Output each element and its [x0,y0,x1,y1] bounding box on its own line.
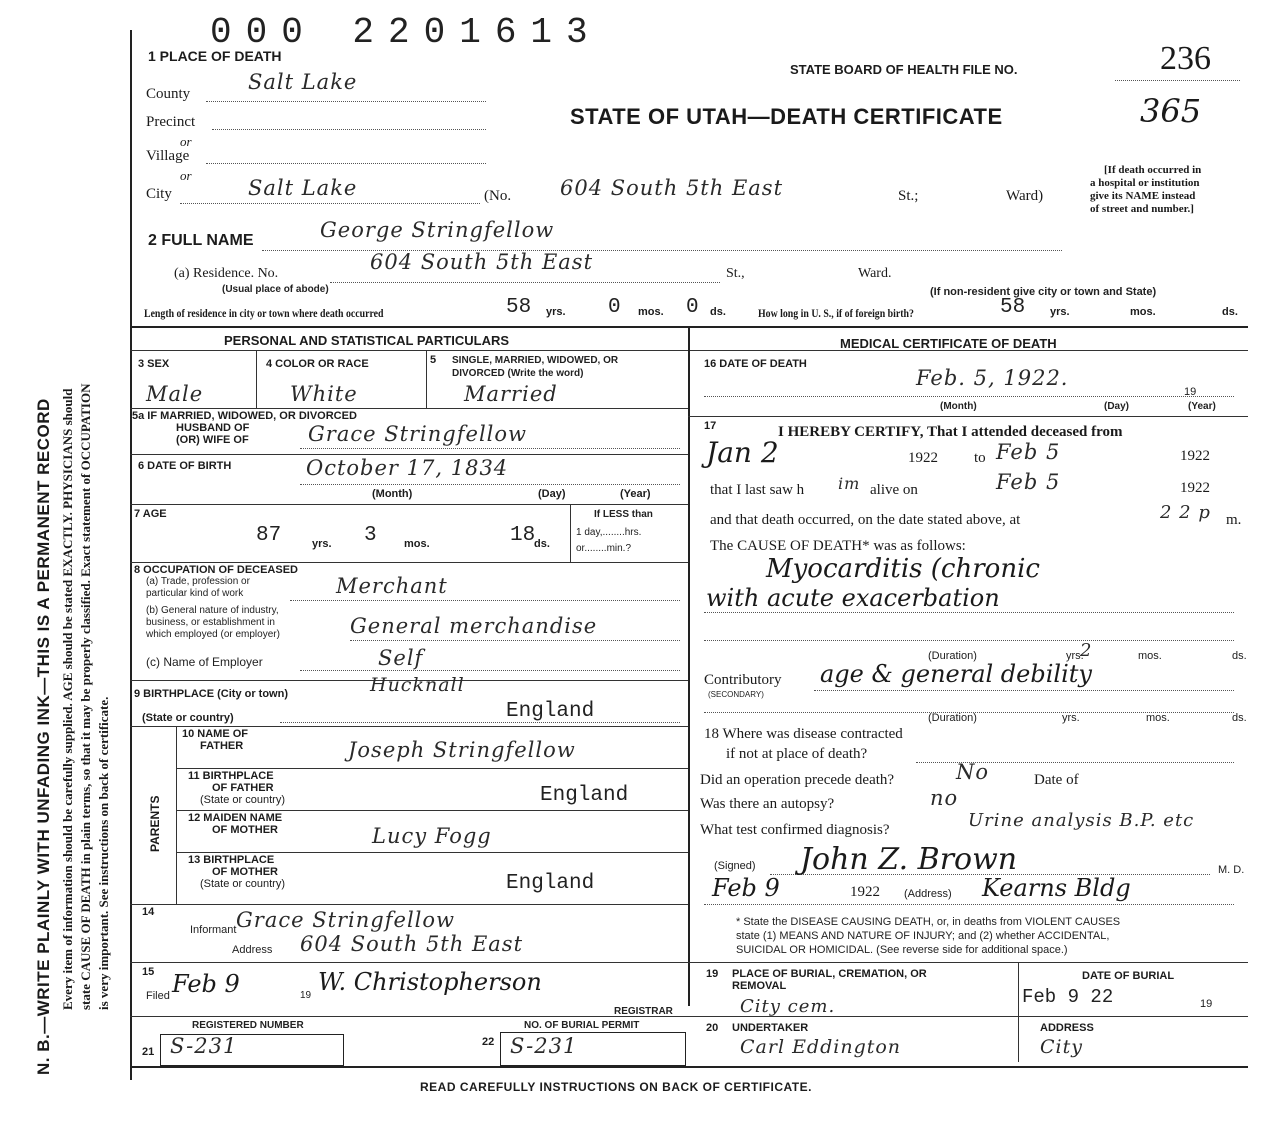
certify-from: Jan 2 [706,436,779,469]
parents-side-label: PARENTS [148,795,162,852]
serial-number: 000 2201613 [210,12,602,53]
birthplace-city: Hucknall [370,674,465,696]
father-label-1: 10 NAME OF [182,728,249,740]
date-of-label: Date of [1034,772,1079,788]
marital-label-2: DIVORCED (Write the word) [452,368,584,379]
residence-value: 604 South 5th East [370,250,594,274]
margin-instructions-2: state CAUSE OF DEATH in plain terms, so that it may be properly classified. Exact statement of OCCUPATION [78,383,93,1010]
duration2-mos-label: mos. [1146,712,1170,724]
address-label: (Address) [904,888,952,900]
death-year-suffix: 19 [1184,386,1197,398]
marital-value: Married [464,382,558,406]
father-name: Joseph Stringfellow [348,738,576,762]
age-mos-label: mos. [404,538,430,550]
residence-ward-label: Ward. [858,266,892,281]
death-year-label: (Year) [1188,401,1216,412]
undertaker-value: Carl Eddington [740,1036,902,1058]
age-ds-label: ds. [534,538,550,550]
informant-num: 14 [142,906,155,918]
foreign-ds-label: ds. [1222,306,1238,318]
birthplace-state-label: (State or country) [142,712,234,724]
occupation-c-value: Self [378,646,424,670]
birthplace-country: England [506,700,595,723]
certify-line-2b: alive on [870,482,918,498]
length-mos: 0 [608,296,621,319]
spouse-label-1: 5a IF MARRIED, WIDOWED, OR DIVORCED [132,410,357,422]
foreign-yrs-label: yrs. [1050,306,1070,318]
foreign-mos-label: mos. [1130,306,1156,318]
duration-ds-label: ds. [1232,650,1247,662]
sex-value: Male [146,382,204,406]
footnote-1: * State the DISEASE CAUSING DEATH, or, in deaths from VIOLENT CAUSES [736,916,1121,928]
contributory-label: Contributory [704,672,782,688]
undertaker-num: 20 [706,1022,719,1034]
dob-month-label: (Month) [372,488,413,500]
filed-date: Feb 9 [172,970,240,998]
city-value: Salt Lake [248,176,358,200]
informant-address-label: Address [232,944,273,956]
mother-name: Lucy Fogg [372,824,492,848]
test-label: What test confirmed diagnosis? [700,822,890,838]
physician-address: Kearns Bldg [982,874,1131,902]
or-1: or [180,134,192,149]
burial-num: 19 [706,968,719,980]
length-mos-label: mos. [638,306,664,318]
file-no: 236 [1160,40,1211,77]
father-birthplace: England [540,784,629,807]
age-days: 18 [510,524,536,547]
certify-from-year: 1922 [908,450,938,466]
occupation-b-value: General merchandise [350,614,598,638]
county-label: County [146,86,191,102]
burial-label-2: REMOVAL [732,980,787,992]
cause-2: with acute exacerbation [706,584,1000,612]
certify-to-label: to [974,450,986,466]
burial-date-label: DATE OF BURIAL [1082,970,1175,982]
spouse-label-2: HUSBAND OF [176,422,250,434]
duration-yrs-label: yrs. [1066,650,1084,662]
foreign-yrs: 58 [1000,296,1026,319]
mbirth-label-1: 13 BIRTHPLACE [188,854,275,866]
dob-label: 6 DATE OF BIRTH [138,460,232,472]
operation-label: Did an operation precede death? [700,772,895,788]
test-value: Urine analysis B.P. etc [968,810,1195,831]
margin-warning: N. B.—WRITE PLAINLY WITH UNFADING INK—THIS IS A PERMANENT RECORD [34,398,53,1075]
cause-label: The CAUSE OF DEATH* was as follows: [710,538,966,554]
registered-num: 21 [142,1046,155,1058]
length-yrs: 58 [506,296,532,319]
race-label: 4 COLOR OR RACE [266,358,369,370]
precinct-label: Precinct [146,114,196,130]
certify-last-year: 1922 [1180,480,1210,496]
duration-label: (Duration) [928,650,977,662]
contracted-label-2: if not at place of death? [726,746,868,762]
sign-year: 1922 [850,884,880,900]
undertaker-address: City [1040,1036,1083,1058]
age-yrs-label: yrs. [312,538,332,550]
footnote-2: state (1) MEANS AND NATURE OF INJURY; and (2) whether ACCIDENTAL, [736,930,1110,942]
hospital-note-2: a hospital or institution [1090,177,1200,189]
file-no-label: STATE BOARD OF HEALTH FILE NO. [790,62,1018,77]
mother-birthplace: England [506,872,595,895]
occupation-a-label-2: particular kind of work [146,588,244,599]
footer-instructions: READ CAREFULLY INSTRUCTIONS ON BACK OF CERTIFICATE. [420,1080,812,1094]
occupation-a-value: Merchant [336,574,448,598]
birthplace-label: 9 BIRTHPLACE (City or town) [134,688,288,700]
burial-year-suffix: 19 [1200,998,1213,1010]
md-label: M. D. [1218,864,1245,876]
race-value: White [290,382,358,406]
footnote-3: SUICIDAL OR HOMICIDAL. (See reverse side for additional space.) [736,944,1068,956]
duration-mos-label: mos. [1138,650,1162,662]
undertaker-label: UNDERTAKER [732,1022,809,1034]
death-day-label: (Day) [1104,401,1130,412]
age-months: 3 [364,524,377,547]
death-date-label: 16 DATE OF DEATH [704,358,807,370]
city-label: City [146,186,172,202]
medical-header: MEDICAL CERTIFICATE OF DEATH [840,336,1057,351]
hospital-note-1: [If death occurred in [1104,164,1202,176]
death-month-label: (Month) [940,401,977,412]
certificate-number: 365 [1140,92,1202,130]
certify-num: 17 [704,420,717,432]
age-less-1: If LESS than [594,509,653,520]
county-value: Salt Lake [248,70,358,94]
spouse-label-3: (OR) WIFE OF [176,434,249,446]
duration2-ds-label: ds. [1232,712,1247,724]
st-label: St.; [898,188,919,204]
registrar-name: W. Christopherson [318,968,542,996]
duration-yrs: 2 [1080,640,1093,661]
age-less-2: 1 day,........hrs. [576,527,642,538]
mbirth-label-2: OF MOTHER [212,866,278,878]
mother-label-1: 12 MAIDEN NAME [188,812,283,824]
informant-name: Grace Stringfellow [236,908,455,932]
certificate-title: STATE OF UTAH—DEATH CERTIFICATE [570,104,1003,129]
spouse-value: Grace Stringfellow [308,422,527,446]
hospital-note-4: of street and number.] [1090,203,1194,215]
fbirth-label-1: 11 BIRTHPLACE [188,770,274,782]
residence-label: (a) Residence. No. [174,266,279,281]
margin-instructions-3: is very important. See instructions on back of certificate. [96,696,111,1010]
occupation-label: 8 OCCUPATION OF DECEASED [134,564,298,576]
contributory-value: age & general debility [820,660,1092,688]
village-label: Village [146,148,190,164]
residence-st-label: St., [726,266,745,281]
burial-label-1: PLACE OF BURIAL, CREMATION, OR [732,968,927,980]
burial-place: City cem. [740,996,836,1017]
sign-date: Feb 9 [712,874,780,902]
margin-instructions-1: Every item of information should be carefully supplied. AGE should be stated EXACTLY. PHYSICIANS should [60,388,75,1010]
filed-num: 15 [142,966,155,978]
undertaker-address-label: ADDRESS [1040,1022,1094,1034]
personal-header: PERSONAL AND STATISTICAL PARTICULARS [224,333,510,348]
duration2-yrs-label: yrs. [1062,712,1080,724]
usual-abode-label: (Usual place of abode) [222,284,329,295]
mother-label-2: OF MOTHER [212,824,278,836]
age-years: 87 [256,524,282,547]
certify-to-year: 1922 [1180,448,1210,464]
length-residence-label: Length of residence in city or town where death occurred [144,306,384,320]
signed-label: (Signed) [714,860,756,872]
full-name-value: George Stringfellow [320,218,555,242]
full-name-label: 2 FULL NAME [148,232,254,249]
certify-time: 2 2 p [1160,502,1211,523]
foreign-label: How long in U. S., if of foreign birth? [758,306,914,320]
occupation-b-label-1: (b) General nature of industry, [146,605,279,616]
occupation-b-label-2: business, or establishment in [146,617,275,628]
burial-permit-label: NO. OF BURIAL PERMIT [524,1020,640,1031]
filed-year-prefix: 19 [300,990,312,1001]
or-2: or [180,168,192,183]
contracted-label-1: 18 Where was disease contracted [704,726,903,742]
duration2-label: (Duration) [928,712,977,724]
registrar-label: REGISTRAR [614,1006,673,1017]
hospital-note-3: give its NAME instead [1090,190,1196,202]
autopsy-value: no [930,786,959,810]
occupation-c-label: (c) Name of Employer [146,655,263,669]
autopsy-label: Was there an autopsy? [700,796,835,812]
certify-saw-him: im [838,474,861,493]
father-label-2: FATHER [200,740,244,752]
length-ds-label: ds. [710,306,726,318]
certify-line-3: and that death occurred, on the date stated above, at [710,512,1021,528]
no-label: (No. [484,188,512,204]
marital-num: 5 [430,354,437,366]
burial-date: Feb 9 22 [1022,986,1114,1008]
cause-1: Myocarditis (chronic [766,554,1040,584]
mbirth-label-3: (State or country) [200,878,285,890]
age-less-3: or........min.? [576,543,632,554]
dob-value: October 17, 1834 [306,456,509,480]
fbirth-label-2: OF FATHER [212,782,274,794]
sex-label: 3 SEX [138,358,170,370]
street-value: 604 South 5th East [560,176,784,200]
death-date-value: Feb. 5, 1922. [916,366,1069,390]
certify-line-2: that I last saw h [710,482,805,498]
dob-day-label: (Day) [538,488,566,500]
burial-permit-num: 22 [482,1036,495,1048]
length-ds: 0 [686,296,699,319]
occupation-a-label-1: (a) Trade, profession or [146,576,250,587]
certify-last-seen: Feb 5 [996,470,1061,494]
informant-address: 604 South 5th East [300,932,524,956]
signed-value: John Z. Brown [800,842,1018,877]
secondary-label: (SECONDARY) [708,690,764,699]
fbirth-label-3: (State or country) [200,794,285,806]
nonresident-label: (If non-resident give city or town and State) [930,286,1157,298]
dob-year-label: (Year) [620,488,651,500]
operation-value: No [956,760,990,784]
certify-m-label: m. [1226,512,1242,528]
registered-label: REGISTERED NUMBER [192,1020,304,1031]
marital-label-1: SINGLE, MARRIED, WIDOWED, OR [452,355,619,366]
length-yrs-label: yrs. [546,306,566,318]
ward-label: Ward) [1006,188,1044,204]
certify-line-1: I HEREBY CERTIFY, That I attended deceased from [778,424,1123,440]
registered-value: S-231 [170,1034,238,1058]
occupation-b-label-3: which employed (or employer) [146,629,280,640]
place-of-death-label: 1 PLACE OF DEATH [148,48,282,64]
burial-permit-value: S-231 [510,1034,578,1058]
informant-label: Informant [190,924,237,936]
age-label: 7 AGE [134,508,167,520]
filed-label: Filed [146,990,170,1002]
certify-to: Feb 5 [996,440,1061,464]
